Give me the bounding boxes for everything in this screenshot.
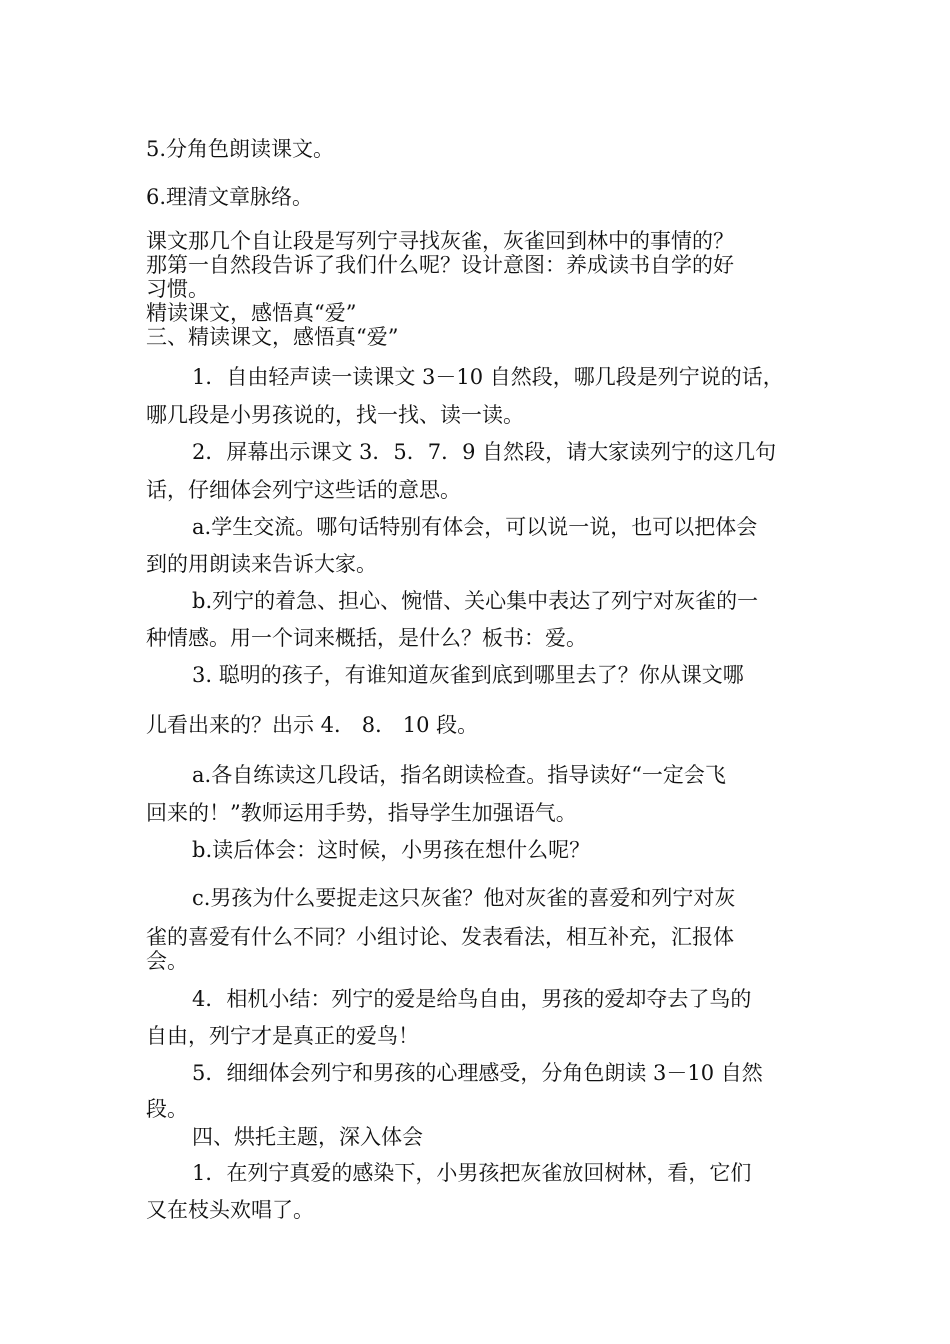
text-line: 4．相机小结：列宁的爱是给鸟自由，男孩的爱却夺去了鸟的 — [192, 987, 752, 1011]
text-line: a.各自练读这几段话，指名朗读检查。指导读好“一定会飞 — [192, 763, 726, 787]
text-line: 自由，列宁才是真正的爱鸟！ — [146, 1024, 419, 1048]
text-line: 1．在列宁真爱的感染下，小男孩把灰雀放回树林，看，它们 — [192, 1161, 752, 1185]
text-line: 6.理清文章脉络。 — [146, 185, 314, 209]
text-line: 又在枝头欢唱了。 — [146, 1198, 314, 1222]
text-line: a.学生交流。哪句话特别有体会，可以说一说，也可以把体会 — [192, 515, 758, 539]
text-line: 到的用朗读来告诉大家。 — [146, 552, 377, 576]
text-line: 段。 — [146, 1097, 188, 1121]
section-heading: 四、烘托主题，深入体会 — [192, 1125, 423, 1149]
text-line: 雀的喜爱有什么不同？小组讨论、发表看法，相互补充，汇报体 — [146, 925, 734, 949]
text-line: 那第一自然段告诉了我们什么呢？设计意图：养成读书自学的好 — [146, 253, 734, 277]
text-line: c.男孩为什么要捉走这只灰雀？他对灰雀的喜爱和列宁对灰 — [192, 886, 736, 910]
text-line: 2．屏幕出示课文 3．5．7．9 自然段，请大家读列宁的这几句 — [192, 440, 777, 464]
text-line: 习惯。 — [146, 277, 209, 301]
text-line: 话，仔细体会列宁这些话的意思。 — [146, 478, 461, 502]
text-line: b.列宁的着急、担心、惋惜、关心集中表达了列宁对灰雀的一 — [192, 589, 759, 613]
text-line: 儿看出来的？出示 4． 8． 10 段。 — [146, 713, 479, 737]
section-heading: 三、精读课文，感悟真“爱” — [146, 325, 399, 349]
text-line: b.读后体会：这时候，小男孩在想什么呢？ — [192, 838, 591, 862]
text-line: 3. 聪明的孩子，有谁知道灰雀到底到哪里去了？你从课文哪 — [192, 663, 744, 687]
text-line: 课文那几个自让段是写列宁寻找灰雀，灰雀回到林中的事情的？ — [146, 229, 734, 253]
text-line: 种情感。用一个词来概括，是什么？板书：爱。 — [146, 626, 587, 650]
text-line: 1．自由轻声读一读课文 3－10 自然段，哪几段是列宁说的话， — [192, 365, 784, 389]
text-line: 会。 — [146, 949, 188, 973]
section-heading: 精读课文，感悟真“爱” — [146, 301, 357, 325]
text-line: 5．细细体会列宁和男孩的心理感受，分角色朗读 3－10 自然 — [192, 1061, 763, 1085]
text-line: 哪几段是小男孩说的，找一找、读一读。 — [146, 403, 524, 427]
text-line: 回来的！”教师运用手势，指导学生加强语气。 — [146, 801, 577, 825]
text-line: 5.分角色朗读课文。 — [146, 137, 335, 161]
